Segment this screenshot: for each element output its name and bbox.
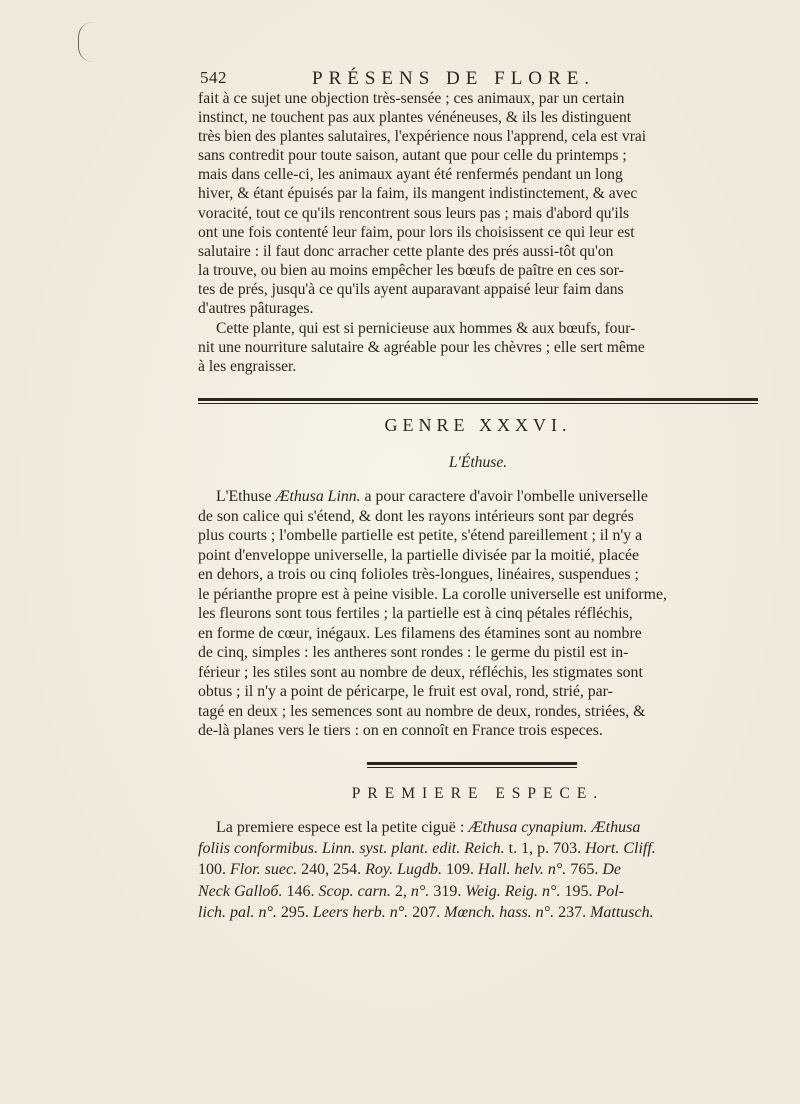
text-run: t. 1, p. 703.: [504, 840, 586, 858]
text-line: point d'enveloppe universelle, la partielle divisée par la moitié, placée: [198, 546, 640, 564]
text-line: de cinq, simples : les antheres sont rondes : le germe du pistil est in-: [198, 644, 629, 661]
citation: lich. pal. n°.: [198, 903, 277, 921]
text-line: [198, 817, 758, 838]
section-rule-thin: [198, 403, 758, 404]
text-line: [198, 859, 758, 880]
binding-edge-mark: [78, 22, 93, 62]
text-line: en forme de cœur, inégaux. Les filamens des étamines sont au nombre: [198, 624, 642, 642]
text-line: très bien des plantes salutaires, l'expérience nous l'apprend, cela est vrai: [198, 128, 647, 146]
citation: foliis conformibus. Linn. syst. plant. edit. Reich.: [198, 840, 505, 858]
text-run: La premiere espece est la petite ciguë :: [216, 819, 469, 836]
text-run: 146.: [282, 882, 319, 900]
text-line: voracité, tout ce qu'ils rencontrent sous leurs pas ; mais d'abord qu'ils: [198, 204, 630, 222]
citation: De: [602, 861, 621, 879]
citation: n°.: [410, 882, 430, 900]
text-line: les fleurons sont tous fertiles ; la partielle est à cinq pétales réfléchis,: [198, 605, 633, 622]
citation: Roy. Lugdb.: [365, 861, 442, 879]
section-rule-thick: [198, 398, 758, 401]
text-run: 109.: [442, 861, 478, 879]
text-line: fait à ce sujet une objection très-sensée ; ces animaux, par un certain: [198, 90, 625, 107]
text-line: à les engraisser.: [198, 358, 297, 376]
text-line: hiver, & étant épuisés par la faim, ils mangent indistinctement, & avec: [198, 185, 638, 203]
opening-word: L'Ethuse: [216, 488, 272, 505]
text-run: 240, 254.: [297, 861, 366, 879]
text-line: férieur ; les stiles sont au nombre de deux, réfléchis, les stigmates sont: [198, 663, 643, 681]
paragraph-first-species: [198, 817, 758, 923]
text-line: sans contredit pour toute saison, autant que pour celle du printemps ;: [198, 147, 627, 165]
genus-name: L'Éthuse.: [448, 454, 508, 471]
genre-heading: GENRE XXXVI.: [384, 415, 572, 435]
text-run: 765.: [566, 861, 603, 879]
citation: Weig. Reig. n°.: [465, 882, 561, 900]
text-run: 2,: [390, 882, 411, 900]
text-line: plus courts ; l'ombelle partielle est petite, s'étend pareillement ; il n'y a: [198, 527, 643, 544]
text-line: [198, 487, 758, 507]
text-run: 237.: [554, 903, 591, 921]
citation: Neck Galloб.: [198, 882, 283, 900]
text-line: de son calice qui s'étend, & dont les rayons intérieurs sont par degrés: [198, 507, 634, 525]
text-run: 319.: [429, 882, 466, 900]
text-line: ont une fois contenté leur faim, pour lors ils choisissent ce qui leur est: [198, 223, 635, 241]
text-run: 207.: [408, 903, 445, 921]
text-line: d'autres pâturages.: [198, 300, 314, 318]
text-line: instinct, ne touchent pas aux plantes vénéneuses, & ils les distinguent: [198, 109, 632, 127]
text-run: 295.: [276, 903, 313, 921]
citation: Scop. carn.: [318, 882, 391, 900]
text-line: salutaire : il faut donc arracher cette plante des prés aussi-tôt qu'on: [198, 242, 614, 260]
text-line: [198, 902, 758, 923]
citation: Hall. helv. n°.: [478, 861, 567, 879]
paragraph-genus-description: [198, 487, 758, 741]
text-line: [198, 881, 758, 902]
text-run: a pour caractere d'avoir l'ombelle universelle: [360, 488, 648, 505]
citation: Hort. Cliff.: [585, 840, 656, 858]
latin-name: Æthusa cynapium. Æthusa: [468, 819, 641, 836]
text-line: tes de prés, jusqu'à ce qu'ils ayent auparavant appaisé leur faim dans: [198, 280, 624, 298]
text-run: 195.: [560, 882, 597, 900]
species-heading: PREMIERE ESPECE.: [351, 785, 605, 802]
citation: Flor. suec.: [230, 861, 298, 879]
text-line: Cette plante, qui est si pernicieuse aux hommes & aux bœufs, four-: [216, 320, 636, 337]
text-run: 100.: [198, 861, 230, 879]
running-title: PRÉSENS DE FLORE.: [312, 68, 596, 89]
text-line: tagé en deux ; les semences sont au nombre de deux, rondes, striées, &: [198, 702, 646, 720]
citation: Mattusch.: [590, 903, 654, 921]
text-line: [198, 838, 758, 859]
section-rule-short-thick: [367, 762, 577, 765]
text-line: la trouve, ou bien au moins empêcher les bœufs de paître en ces sor-: [198, 261, 624, 279]
paragraph-goats: [198, 319, 758, 376]
text-line: de-là planes vers le tiers : on en connoît en France trois especes.: [198, 722, 603, 739]
citation: Mœnch. hass. n°.: [444, 903, 555, 921]
citation: Pol-: [596, 882, 624, 900]
text-line: nit une nourriture salutaire & agréable pour les chèvres ; elle sert même: [198, 339, 645, 357]
text-line: mais dans celle-ci, les animaux ayant été renfermés pendant un long: [198, 166, 623, 184]
latin-name: Æthusa Linn.: [275, 488, 361, 505]
text-line: en dehors, a trois ou cinq folioles très-longues, linéaires, suspendues ;: [198, 566, 639, 583]
text-line: le périanthe propre est à peine visible. La corolle universelle est uniforme,: [198, 585, 667, 603]
citation: Leers herb. n°.: [312, 903, 409, 921]
section-rule-short-thin: [367, 767, 577, 768]
text-line: obtus ; il n'y a point de péricarpe, le fruit est oval, rond, strié, par-: [198, 683, 613, 700]
page-number: 542: [200, 68, 227, 87]
paragraph-objection: [198, 89, 758, 318]
